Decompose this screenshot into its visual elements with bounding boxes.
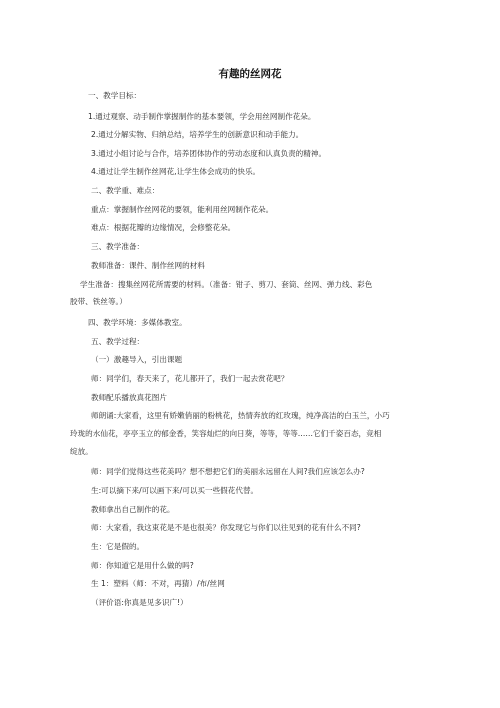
dialogue-line: 师：大家看，我这束花是不是也很美？你发现它与你们以往见到的花有什么不同? (91, 523, 361, 532)
objective-1: 1.通过观察、动手制作掌握制作的基本要领，学会用丝网制作花朵。 (88, 112, 316, 121)
dialogue-line: 教师拿出自己制作的花。 (91, 505, 175, 514)
dialogue-line: （评价语:你真是见多识广!） (91, 598, 188, 607)
dialogue-line: 师：同学们，春天来了，花儿都开了，我们一起去赏花吧？ (91, 374, 289, 383)
section-heading-preparation: 三、教学准备： (91, 242, 145, 251)
dialogue-line: 师朗诵:大家看，这里有娇嫩俏丽的粉桃花，热情奔放的红玫瑰，纯净高洁的白玉兰，小巧 (91, 411, 390, 420)
key-point: 重点：掌握制作丝网花的要领，能利用丝网制作花朵。 (91, 205, 274, 214)
difficult-point: 难点：根据花瓣的边缘情况，会修整花朵。 (91, 223, 236, 232)
dialogue-line: 生:可以摘下来/可以画下来/可以买一些假花代替。 (91, 486, 259, 495)
section-heading-process: 五、教学过程： (91, 337, 145, 346)
dialogue-line: 生：它是假的。 (91, 542, 145, 551)
section-heading-environment: 四、教学环境：多媒体教室。 (88, 318, 187, 327)
objective-2: 2.通过分解实物、归纳总结，培养学生的创新意识和动手能力。 (91, 130, 304, 139)
section-heading-objectives: 一、教学目标： (88, 91, 142, 100)
document-title: 有趣的丝网花 (218, 68, 282, 80)
dialogue-line: 师：同学们觉得这些花美吗？想不想把它们的美丽永远留在人间?我们应该怎么办? (91, 467, 365, 476)
dialogue-line: 生 1：塑料（师：不对，再猜）/布/丝网 (91, 579, 225, 588)
dialogue-line: 师：你知道它是用什么做的吗? (91, 561, 194, 570)
objective-3: 3.通过小组讨论与合作，培养团体协作的劳动态度和认真负责的精神。 (91, 149, 327, 158)
objective-4: 4.通过让学生制作丝网花,让学生体会成功的快乐。 (91, 167, 261, 176)
student-preparation: 学生准备：搜集丝网花所需要的材料。（准备：钳子、剪刀、套筒、丝网、弹力线、彩色 (80, 280, 373, 289)
process-step-1: （一）激趣导入，引出课题 (91, 355, 183, 364)
section-heading-key-points: 二、教学重、难点： (91, 186, 160, 195)
dialogue-line: 教师配乐播放真花图片 (91, 393, 167, 402)
student-preparation-cont: 胶带、铁丝等。） (70, 297, 127, 306)
dialogue-line: 绽放。 (70, 447, 93, 456)
dialogue-line: 玲珑的水仙花，亭亭玉立的郁金香，笑容灿烂的向日葵，等等，等等……它们千姿百态，竞相 (70, 429, 382, 438)
teacher-preparation: 教师准备：课件、制作丝网的材料 (91, 261, 205, 270)
